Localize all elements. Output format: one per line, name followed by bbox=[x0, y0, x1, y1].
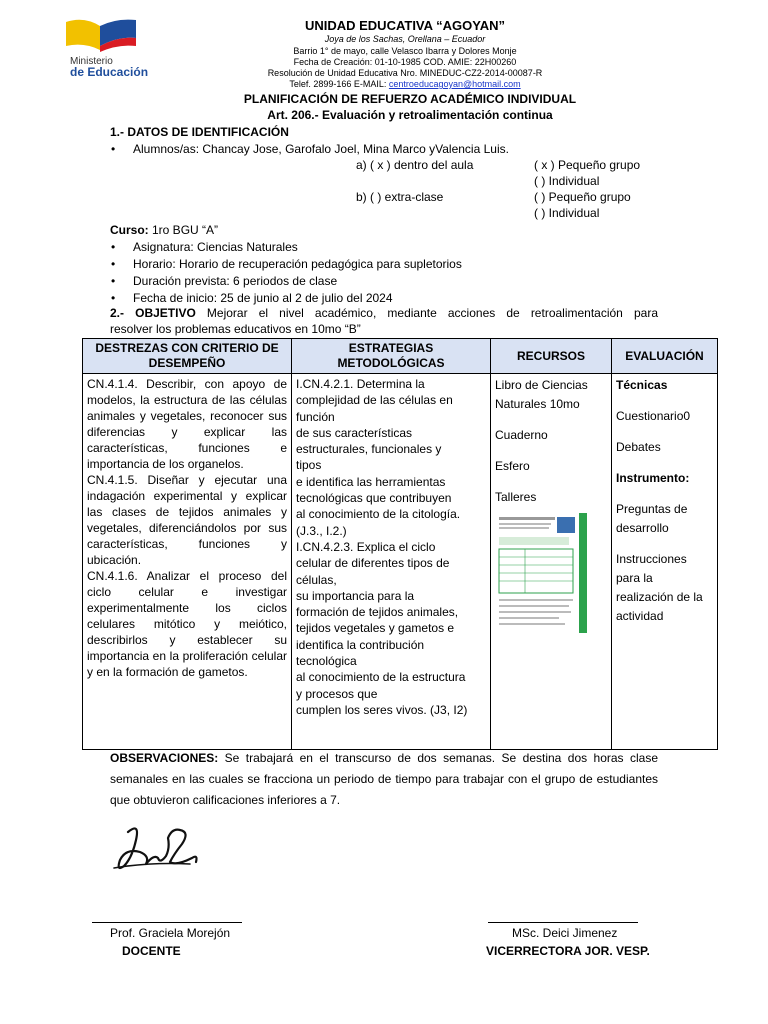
address-line-1: Joya de los Sachas, Orellana – Ecuador bbox=[324, 34, 486, 44]
estrategia-line: identifica la contribución bbox=[296, 637, 425, 652]
left-signer-name: Prof. Graciela Morejón bbox=[110, 926, 231, 940]
bullet-fecha: • Fecha de inicio: 25 de junio al 2 de julio del 2024 bbox=[133, 291, 393, 305]
handwritten-signature bbox=[110, 818, 206, 882]
estrategia-line: tejidos vegetales y gametos e bbox=[296, 621, 455, 636]
estrategia-line: tipos bbox=[296, 458, 322, 473]
objective-text: Mejorar el nivel académico, mediante acciones de retroalimentación para bbox=[195, 306, 658, 320]
tecnica-item: Debates bbox=[616, 440, 661, 454]
destrezas-cell bbox=[83, 374, 292, 750]
estrategia-line: y procesos que bbox=[296, 686, 378, 701]
option-a: a) ( x ) dentro del aula bbox=[356, 158, 474, 172]
estrategia-line: estructurales, funcionales y bbox=[296, 442, 442, 457]
estrategias-cell bbox=[292, 374, 491, 750]
header-recursos: RECURSOS bbox=[491, 339, 612, 374]
observaciones bbox=[110, 748, 658, 811]
estrategia-line: tecnológica bbox=[296, 654, 357, 669]
students-line: • Alumnos/as: Chancay Jose, Garofalo Joel, Mina Marco yValencia Luis. bbox=[133, 142, 509, 156]
tecnicas-label: Técnicas bbox=[616, 378, 668, 392]
estrategia-line: (J.3., I.2.) bbox=[296, 523, 347, 538]
estrategias-list bbox=[296, 376, 486, 718]
planning-table bbox=[82, 338, 718, 750]
estrategia-line: su importancia para la bbox=[296, 588, 415, 603]
course-label: Curso: bbox=[110, 223, 149, 237]
school-name: UNIDAD EDUCATIVA “AGOYAN” bbox=[304, 18, 506, 33]
creation-date: Fecha de Creación: 01-10-1985 COD. AMIE: 22H00260 bbox=[293, 57, 517, 67]
left-signature-line bbox=[92, 922, 242, 923]
logo-line1: Ministerio bbox=[70, 56, 113, 67]
estrategia-line: I.CN.4.2.1. Determina la bbox=[296, 377, 425, 391]
right-signer-name: MSc. Deici Jimenez bbox=[512, 926, 618, 940]
estrategia-line: células, bbox=[296, 572, 337, 587]
destreza-item: CN.4.1.6. Analizar el proceso del ciclo celular e investigar experimentalmente los ciclos celulares mitótico y meiótico, describirlos y establecer su importancia en la proliferación celular y en la formación de gametos. bbox=[87, 569, 287, 679]
email-link[interactable]: centroeducagoyan@hotmail.com bbox=[388, 79, 521, 89]
bullet-asignatura: • Asignatura: Ciencias Naturales bbox=[133, 240, 298, 254]
logo-line2: de Educación bbox=[70, 65, 149, 79]
estrategia-line: I.CN.4.2.3. Explica el ciclo bbox=[296, 539, 436, 554]
logo-flag-yellow bbox=[66, 20, 100, 50]
left-signer-role: DOCENTE bbox=[122, 944, 181, 958]
recurso-item: Libro de Ciencias Naturales 10mo bbox=[495, 378, 588, 411]
section1-heading: 1.- DATOS DE IDENTIFICACIÓN bbox=[110, 125, 289, 139]
option-a-individual: ( ) Individual bbox=[534, 174, 600, 188]
destreza-item: CN.4.1.4. Describir, con apoyo de modelos, la estructura de las células animales y vegetales, reconocer sus diferencias y explicar las características, funciones e importancia de los organelos. bbox=[87, 377, 287, 471]
document-subtitle: Art. 206.- Evaluación y retroalimentación continua bbox=[267, 108, 553, 122]
observaciones-text: Se trabajará en el transcurso de dos semanas. Se destina dos horas clase semanales en las cuales se fracciona un periodo de tiempo para trabajar con el grupo de estudiantes que obtuvieron calificaciones inferiores a 7. bbox=[110, 751, 658, 807]
course-value: 1ro BGU “A” bbox=[148, 223, 219, 237]
right-signer-role: VICERRECTORA JOR. VESP. bbox=[486, 944, 650, 958]
contact-line bbox=[160, 79, 650, 90]
estrategia-line: formación de tejidos animales, bbox=[296, 605, 459, 620]
instrumento-item: Instrucciones para la realización de la actividad bbox=[616, 552, 703, 623]
recurso-item: Talleres bbox=[495, 490, 537, 504]
recurso-item: Esfero bbox=[495, 459, 530, 473]
table-row bbox=[83, 374, 718, 750]
header-destrezas: DESTREZAS CON CRITERIO DE DESEMPEÑO bbox=[83, 339, 292, 374]
destreza-item: CN.4.1.5. Diseñar y ejecutar una indagación experimental y explicar las clases de tejidos animales y vegetales, diferenciándolos por sus características, funciones y ubicación. bbox=[87, 473, 287, 567]
observaciones-label: OBSERVACIONES: bbox=[110, 751, 219, 765]
instrumento-item: Preguntas de desarrollo bbox=[616, 502, 688, 535]
worksheet-thumbnail bbox=[495, 513, 587, 633]
right-signature-line bbox=[488, 922, 638, 923]
option-b-individual: ( ) Individual bbox=[534, 206, 600, 220]
header-estrategias: ESTRATEGIAS METODOLÓGICAS bbox=[292, 339, 491, 374]
option-b-group: ( ) Pequeño grupo bbox=[534, 190, 631, 204]
table-header-row bbox=[83, 339, 718, 374]
phone-text: Telef. 2899-166 E-MAIL: bbox=[289, 79, 389, 89]
option-a-group: ( x ) Pequeño grupo bbox=[534, 158, 641, 172]
objective-line bbox=[110, 306, 658, 320]
estrategia-line: función bbox=[296, 409, 335, 424]
address-line-2: Barrio 1° de mayo, calle Velasco Ibarra y Dolores Monje bbox=[293, 46, 517, 56]
header-evaluacion: EVALUACIÓN bbox=[612, 339, 718, 374]
objective-line-2: resolver los problemas educativos en 10mo “B” bbox=[110, 322, 361, 336]
evaluacion-cell bbox=[612, 374, 718, 750]
course-line bbox=[110, 223, 218, 237]
estrategia-line: celular de diferentes tipos de bbox=[296, 556, 450, 571]
option-b: b) ( ) extra-clase bbox=[356, 190, 444, 204]
document-title: PLANIFICACIÓN DE REFUERZO ACADÉMICO INDIVIDUAL bbox=[243, 92, 577, 106]
estrategia-line: al conocimiento de la citología. bbox=[296, 507, 461, 522]
recurso-item: Cuaderno bbox=[495, 428, 548, 442]
estrategia-line: tecnológicas que contribuyen bbox=[296, 491, 452, 506]
objective-label: 2.- OBJETIVO bbox=[110, 306, 196, 320]
estrategia-line: al conocimiento de la estructura bbox=[296, 670, 466, 685]
resolution: Resolución de Unidad Educativa Nro. MINEDUC-CZ2-2014-00087-R bbox=[267, 68, 543, 78]
logo-text bbox=[70, 56, 148, 79]
estrategia-line: e identifica las herramientas bbox=[296, 474, 446, 489]
estrategia-line: cumplen los seres vivos. (J3, I2) bbox=[296, 702, 468, 717]
bullet-horario: • Horario: Horario de recuperación pedagógica para supletorios bbox=[133, 257, 462, 271]
instrumento-label: Instrumento: bbox=[616, 471, 690, 485]
estrategia-line: de sus características bbox=[296, 425, 413, 440]
estrategia-line: complejidad de las células en bbox=[296, 393, 453, 408]
tecnica-item: Cuestionario0 bbox=[616, 409, 691, 423]
recursos-cell bbox=[491, 374, 612, 750]
bullet-duracion: • Duración prevista: 6 periodos de clase bbox=[133, 274, 337, 288]
